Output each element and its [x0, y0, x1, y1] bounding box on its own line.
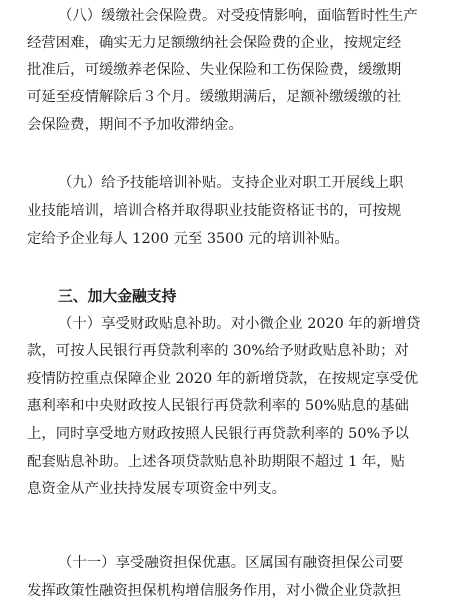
paragraph-11-line-2: 发挥政策性融资担保机构增信服务作用，对小微企业贷款担 — [27, 583, 402, 599]
paragraph-9-line-3: 定给予企业每人 1200 元至 3500 元的培训补贴。 — [27, 231, 349, 247]
paragraph-8-line-3: 批准后，可缓缴养老保险、失业保险和工伤保险费，缓缴期 — [27, 62, 402, 78]
paragraph-10-line-2: 款，可按人民银行再贷款利率的 30%给予财政贴息补助；对 — [27, 343, 409, 359]
paragraph-10-line-7: 息资金从产业扶持发展专项资金中列支。 — [27, 481, 287, 497]
section-heading-3: 三、加大金融支持 — [58, 288, 177, 305]
paragraph-8-line-5: 会保险费，期间不予加收滞纳金。 — [27, 117, 243, 133]
paragraph-10-line-1: （十）享受财政贴息补助。对小微企业 2020 年的新增贷 — [58, 316, 421, 332]
paragraph-8-line-2: 经营困难，确实无力足额缴纳社会保险费的企业，按规定经 — [27, 35, 402, 51]
paragraph-11-line-1: （十一）享受融资担保优惠。区属国有融资担保公司要 — [58, 555, 404, 571]
paragraph-10-line-5: 上，同时享受地方财政按照人民银行再贷款利率的 50%予以 — [27, 426, 409, 442]
paragraph-8-line-4: 可延至疫情解除后３个月。缓缴期满后，足额补缴缓缴的社 — [27, 89, 402, 105]
paragraph-9-line-2: 业技能培训，培训合格并取得职业技能资格证书的，可按规 — [27, 203, 402, 219]
paragraph-10-line-4: 惠利率和中央财政按人民银行再贷款利率的 50%贴息的基础 — [27, 398, 409, 414]
paragraph-9-line-1: （九）给予技能培训补贴。支持企业对职工开展线上职 — [58, 175, 404, 191]
paragraph-10-line-3: 疫情防控重点保障企业 2020 年的新增贷款，在按规定享受优 — [27, 371, 419, 387]
paragraph-10-line-6: 配套贴息补助。上述各项贷款贴息补助期限不超过 1 年，贴 — [27, 454, 406, 470]
paragraph-8-line-1: （八）缓缴社会保险费。对受疫情影响，面临暂时性生产 — [58, 8, 418, 24]
